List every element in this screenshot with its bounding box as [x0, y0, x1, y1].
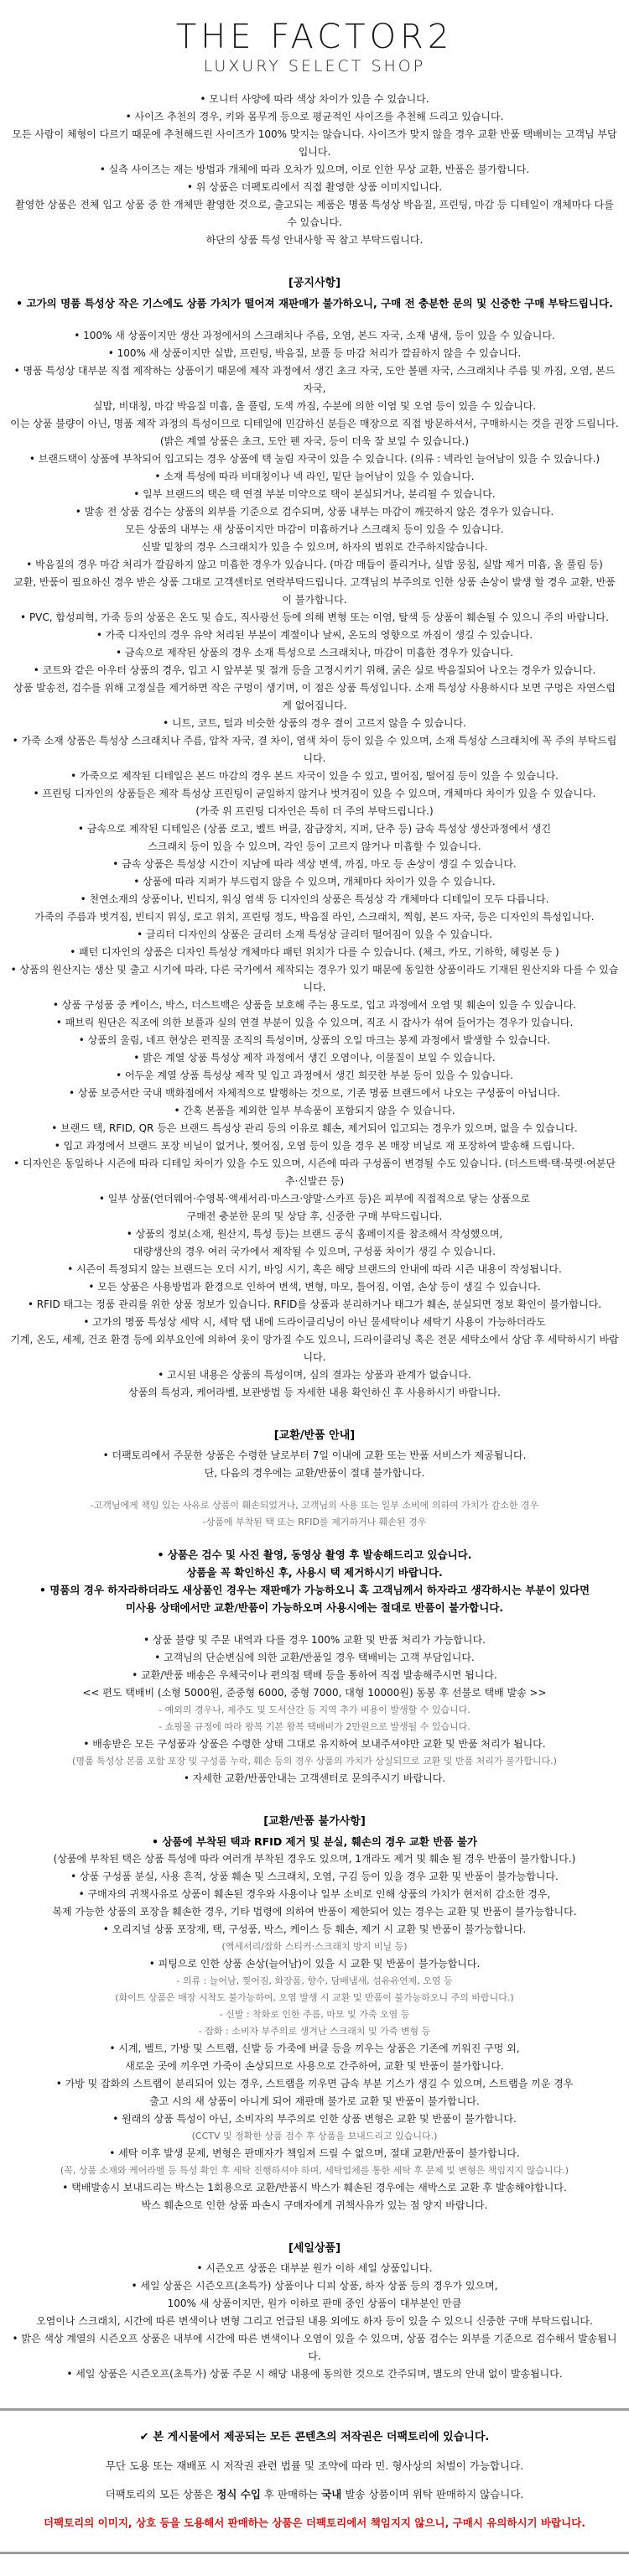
brand-logo: THE FACTOR2 — [175, 18, 454, 56]
notice-line: 교환, 반품이 필요하신 경우 받은 상품 그대로 고객센터로 연락부탁드립니다. 고객님의 부주의로 인한 상품 손상이 발생 할 경우 교환, 반품이 불가합니다. — [13, 576, 616, 606]
notice-line: • 오리지널 상품 포장재, 택, 구성품, 박스, 케이스 등 훼손, 제거 시 교환 및 반품이 불가능합니다. — [102, 1923, 527, 1935]
section-title: [공지사항] — [288, 277, 341, 289]
notice-line: 실밥, 비대칭, 마감 박음질 미흡, 올 풀림, 도색 까짐, 수분에 의한 이염 및 오염 등이 있을 수 있습니다. — [92, 400, 537, 412]
notice-section — [10, 2240, 619, 2383]
notice-line: • 모든 상품은 사용방법과 환경으로 인하여 변색, 변형, 마모, 틀어짐, 이염, 손상 등이 생길 수 있습니다. — [88, 1281, 541, 1293]
authentic-bold-domestic: 국내 — [321, 2488, 342, 2501]
notice-line: • 글리터 디자인의 상품은 글리터 소재 특성상 글리터 떨어짐이 있을 수 있습니다. — [137, 929, 492, 940]
notice-line: - 쇼핑몰 규정에 따라 왕복 기본 왕복 택배비가 2만원으로 발생될 수 있습니다. — [159, 1721, 470, 1732]
brand-header — [0, 13, 629, 84]
notice-line: • 상품에 부착된 택과 RFID 제거 및 분실, 훼손의 경우 교환 반품 불가 — [152, 1835, 477, 1848]
notice-line: 상품을 꼭 확인하신 후, 사용시 택 제거하시기 바랍니다. — [186, 1566, 443, 1579]
notice-section — [10, 1813, 619, 2214]
notice-line: • 배송받은 모든 구성품과 상품은 수령한 상태 그대로 유지하여 보내주셔야만 교환 및 반품 처리가 됩니다. — [83, 1738, 546, 1750]
notice-line: • 세일 상품은 시즌오프(초특가) 상품 주문 시 해당 내용에 동의한 것으로 간주되며, 별도의 안내 없이 발송됩니다. — [66, 2368, 563, 2380]
notice-line: • 발송 전 상품 검수는 상품의 외부를 기준으로 검수되며, 상품 내부는 마감이 깨끗하지 않은 경우가 있습니다. — [75, 506, 554, 518]
notice-line: • 명품 특성상 대부분 직접 제작하는 상품이기 때문에 제작 과정에서 생긴 초크 자국, 도안 볼펜 자국, 스크래치나 주름 및 까짐, 오염, 본드 자국, — [13, 365, 616, 394]
notice-line: • 상품의 정보(소재, 원산지, 특성 등)는 브랜드 공식 홈페이지를 참조해서 작성했으며, — [126, 1228, 503, 1240]
notice-line: 모든 상품의 내부는 새 상품이지만 마감이 미흡하거나 스크래치 등이 있을 수 있습니다. — [125, 523, 504, 535]
notice-line: - 신발 : 착화로 인한 주름, 마모 및 가죽 오염 등 — [219, 2009, 410, 2020]
notice-line: 이는 상품 불량이 아닌, 명품 제작 과정의 특성이므로 디테일에 민감하신 분들은 매장으로 직접 방문하셔서, 구매하시는 것을 권장 드립니다. — [10, 418, 619, 429]
notice-line: (CCTV 및 정확한 상품 검수 후 상품을 보내드리고 있습니다.) — [191, 2131, 438, 2141]
notice-line: • 가죽으로 제작된 디테일은 본드 마감의 경우 본드 자국이 있을 수 있고, 벌어짐, 떨어짐 등이 있을 수 있습니다. — [70, 770, 559, 782]
notice-line: 스크래치 등이 있을 수 있으며, 각인 등이 고르지 않거나 미흡할 수 있습니다. — [148, 840, 481, 852]
notice-line: • 밝은 색상 계열의 시즌오프 상품은 내부에 시간에 따른 변색이나 오염이 있을 수 있으며, 상품 검수는 외부를 기준으로 검수해서 발송됩니다. — [12, 2333, 617, 2362]
notice-line: • 택배발송시 보내드리는 박스는 1회용으로 교환/반품시 박스가 훼손된 경우에는 새박스로 교환 후 발송해야합니다. — [62, 2182, 567, 2194]
notice-line: -상품에 부착된 택 또는 RFID를 제거하거나 훼손된 경우 — [202, 1517, 427, 1527]
notice-line: 새로운 곳에 끼우면 가죽이 손상되므로 사용으로 간주하여, 교환 및 반품이 불가합니다. — [125, 2060, 504, 2072]
notice-line: - 의류 : 늘어남, 찢어짐, 화장품, 향수, 담배냄새, 섬유유연제, 오염 등 — [176, 1975, 453, 1986]
notice-line: • 고시된 내용은 상품의 특성이며, 심의 결과는 상품과 관계가 없습니다. — [158, 1369, 471, 1381]
notice-line: • 상품에 따라 지퍼가 부드럽지 않을 수 있으며, 개체마다 차이가 있을 수 있습니다. — [133, 876, 496, 887]
notice-line: • 브랜드 택, RFID, QR 등은 브랜드 특성상 관리 등의 이유로 훼손, 제거되어 입고되는 경우가 있으며, 없을 수 있습니다. — [51, 1122, 578, 1134]
notice-line: • 천연소재의 상품이나, 빈티지, 워싱 염색 등 디자인의 상품은 특성상 각 개체마다 디테일이 모두 다릅니다. — [80, 893, 549, 905]
notice-line: • 상품 불량 및 주문 내역과 다를 경우 100% 교환 및 반품 처리가 가능합니다. — [143, 1634, 486, 1646]
notice-line: • 가방 및 잡화의 스트랩이 분리되어 있는 경우, 스트랩을 끼우면 금속 부분 기스가 생길 수 있으며, 스트랩을 끼운 경우 — [55, 2078, 574, 2089]
notice-line: • 사이즈 추천의 경우, 키와 몸무게 등으로 평균적인 사이즈를 추천해 드리고 있습니다. — [125, 111, 504, 122]
notice-line: 촬영한 상품은 전체 입고 상품 중 한 개체만 촬영한 것으로, 출고되는 제품은 명품 특성상 박음질, 프린팅, 마감 등 디테일이 개체마다 다를 수 있습니다. — [15, 199, 614, 228]
copyright-box — [0, 2408, 629, 2554]
notice-line: • 가죽 디자인의 경우 유약 처리된 부분이 계절이나 날씨, 온도의 영향으로 까짐이 생길 수 있습니다. — [96, 629, 533, 641]
notice-line: 100% 새 상품이지만, 원가 이하로 판매 중인 상품이 대부분인 만큼 — [167, 2298, 462, 2309]
notice-line: 복제 가능한 상품의 포장을 훼손한 경우, 기타 법령에 의하여 반품이 제한되어 있는 경우는 교환 및 반품이 불가능합니다. — [52, 1906, 577, 1918]
line-spacer — [10, 312, 619, 327]
notice-line: (화이트 상품은 매장 시착도 불가능하여, 오염 발생 시 교환 및 반품이 불가능하오니 주의 바랍니다.) — [115, 1992, 514, 2003]
notice-line: - 예외의 경우나, 제주도 및 도서산간 등 지역 추가 비용이 발생할 수 있습니다. — [159, 1704, 470, 1715]
notice-line: • 입고 과정에서 브랜드 포장 비닐이 없거나, 찢어짐, 오염 등이 있을 경우 본 매장 비닐로 재 포장하여 발송해 드립니다. — [54, 1140, 575, 1152]
notice-line: 가죽의 주름과 벗겨짐, 빈티지 워싱, 로고 위치, 프린팅 정도, 박음질 라인, 스크래치, 찍힘, 본드 자국, 등은 디자인의 특성입니다. — [34, 911, 595, 923]
notice-line: 하단의 상품 특성 안내사항 꼭 참고 부탁드립니다. — [205, 234, 424, 246]
notice-line: 상품의 특성과, 케어라벨, 보관방법 등 자세한 내용 확인하신 후 사용하시기 바랍니다. — [128, 1387, 501, 1398]
notice-line: 오염이나 스크래치, 시간에 따른 변색이나 변형 그리고 언급된 내용 외에도 하자 등이 있을 수 있으니 신중한 구매 부탁드립니다. — [36, 2315, 593, 2327]
notice-line: 신발 밑창의 경우 스크래치가 있을 수 있으며, 하자의 범위로 간주하지않습니다. — [141, 541, 488, 553]
notice-line: 대량생산의 경우 여러 국가에서 제작될 수 있으며, 구성품 차이가 생길 수 있습니다. — [133, 1246, 496, 1257]
notice-line: (꼭, 상품 소재와 케어라벨 등 특성 확인 후 세탁 진행하셔야 하며, 세탁업체를 통한 세탁 후 문제 및 변형은 책임지지 않습니다.) — [60, 2165, 569, 2176]
authentic-line — [12, 2486, 617, 2503]
notice-line: • 세일 상품은 시즌오프(초특가) 상품이나 디피 상품, 하자 상품 등의 경우가 있으며, — [131, 2280, 498, 2292]
notice-line: • 실측 사이즈는 재는 방법과 개체에 따라 오차가 있으며, 이로 인한 무상 교환, 반품은 불가합니다. — [99, 164, 530, 175]
section-title: [교환/반품 안내] — [273, 1429, 356, 1442]
check-icon: ✔ — [139, 2431, 149, 2443]
notice-line: • 100% 새 상품이지만 생산 과정에서의 스크래치나 주름, 오염, 본드 자국, 소재 냄새, 등이 있을 수 있습니다. — [74, 330, 555, 341]
notice-line: -고객님에게 책임 있는 사유로 상품이 훼손되었거나, 고객님의 사용 또는 일부 소비에 의하여 가치가 감소한 경우 — [90, 1500, 539, 1511]
notice-line: • 시즌오프 상품은 대부분 원가 이하 세일 상품입니다. — [196, 2262, 433, 2274]
notice-body — [0, 84, 629, 2383]
notice-line: (상품에 부착된 택은 상품 특성에 따라 여러개 부착된 경우도 있으며, 1개라도 제거 및 훼손 될 경우 반품이 불가합니다.) — [53, 1853, 576, 1865]
notice-line: • 상품 보증서란 국내 백화점에서 자체적으로 발행하는 것으로, 기존 명품 브랜드에서 나오는 구성품이 아닙니다. — [69, 1087, 560, 1099]
notice-line: 모든 사람이 체형이 다르기 때문에 추천해드린 사이즈가 100% 맞지는 않습니다. 사이즈가 맞지 않을 경우 교환 반품 택배비는 고객님 부담입니다. — [12, 128, 617, 158]
notice-line: - 잡화 : 소비자 부주의로 생겨난 스크래치 및 가죽 변형 등 — [198, 2026, 431, 2037]
notice-line: • 더팩토리에서 주문한 상품은 수령한 날로부터 7일 이내에 교환 또는 반품 서비스가 제공됩니다. — [102, 1449, 527, 1461]
notice-line: 기계, 온도, 세제, 건조 환경 등에 외부요인에 의하여 옷이 망가질 수도 있으니, 드라이클리닝 혹은 전문 세탁소에서 상담 후 세탁하시기 바랍니다. — [10, 1334, 619, 1363]
authentic-pre: 더팩토리의 모든 상품은 — [105, 2488, 217, 2501]
notice-line: • 박음질의 경우 마감 처리가 깔끔하지 않고 미흡한 경우가 있습니다. (마감 매듭이 풀리거나, 실밥 뭉침, 실밥 제거 미흡, 올 풀림 등) — [26, 559, 603, 570]
notice-line: • 패브릭 원단은 직조에 의한 보풀과 실의 연결 부분이 있을 수 있으며, 직조 시 잡사가 섞여 들어가는 경우가 있습니다. — [55, 1017, 574, 1028]
copyright-text: 본 게시물에서 제공되는 모든 콘텐츠의 저작권은 더팩토리에 있습니다. — [153, 2431, 490, 2443]
notice-line: • 피팅으로 인한 상품 손상(늘어남)이 있을 시 교환 및 반품이 불가능합니다. — [148, 1958, 481, 1970]
notice-line: • 고가의 명품 특성상 작은 기스에도 상품 가치가 떨어져 재판매가 불가하오니, 구매 전 충분한 문의 및 신중한 구매 부탁드립니다. — [16, 297, 613, 310]
notice-line: • 소재 특성에 따라 비대칭이나 넥 라인, 밑단 늘어남이 있을 수 있습니다. — [154, 471, 475, 482]
notice-line: • 상품의 울림, 네프 현상은 편직물 조직의 특성이며, 상품의 오일 마크는 봉제 과정에서 발생할 수 있습니다. — [78, 1034, 551, 1046]
notice-line: • PVC, 합성피혁, 가죽 등의 상품은 온도 및 습도, 직사광선 등에 의해 변형 또는 이염, 탈색 등 상품이 훼손될 수 있으니 주의 바랍니다. — [20, 611, 609, 623]
notice-line: • 100% 새 상품이지만 실밥, 프린팅, 박음질, 보풀 등 마감 처리가 깔끔하지 않을 수 있습니다. — [107, 347, 522, 359]
notice-line: • 고가의 명품 특성상 세탁 시, 세탁 탭 내에 드라이클리닝이 아닌 물세탁이나 세탁기 사용이 가능하더라도 — [83, 1316, 546, 1328]
notice-line: (명품 특성상 본품 포함 포장 및 구성품 누락, 훼손 등의 경우 상품의 가치가 상실되므로 교환 및 반품 처리가 불가합니다.) — [72, 1756, 557, 1767]
notice-line: 박스 훼손으로 인한 상품 파손시 구매자에게 귀책사유가 있는 점 양지 바랍니다. — [141, 2199, 488, 2211]
notice-line: • 고객님의 단순변심에 의한 교환/반품일 경우 택배비는 고객 부담입니다. — [154, 1652, 475, 1663]
notice-line: • 자세한 교환/반품안내는 고객센터로 문의주시기 바랍니다. — [183, 1772, 446, 1784]
notice-line: 상품 발송전, 검수를 위해 고정실을 제거하면 작은 구멍이 생기며, 이 점은 상품 특성입니다. 소재 특성상 사용하시다 보면 구멍은 자연스럽게 없어집니다. — [13, 682, 616, 711]
notice-line: • 세탁 이후 발생 문제, 변형은 판매자가 책임져 드릴 수 없으며, 절대 교환/반품이 불가합니다. — [109, 2147, 520, 2159]
notice-line: • 상품의 원산지는 생산 및 출고 시기에 따라, 다른 국가에서 제작되는 경우가 있기 때문에 동일한 상품이라도 기재된 원산지와 다를 수 있습니다. — [10, 964, 619, 993]
notice-line: • 밝은 계열 상품 특성상 제작 과정에서 생긴 오염이나, 이물질이 보일 수 있습니다. — [133, 1052, 496, 1064]
notice-line: • RFID 태그는 정품 관리를 위한 상품 정보가 있습니다. RFID를 상품과 분리하거나 태그가 훼손, 분실되면 정보 확인이 불가합니다. — [27, 1298, 602, 1310]
notice-line: • 위 상품은 더팩토리에서 직접 촬영한 상품 이미지입니다. — [186, 181, 443, 193]
line-spacer — [10, 1531, 619, 1546]
notice-line: • 코트와 같은 아우터 상품의 경우, 입고 시 앞부분 및 절개 등을 고정시키기 위해, 굵은 실로 박음질되어 나오는 경우가 있습니다. — [33, 664, 596, 676]
authentic-bold-import: 정식 수입 — [216, 2488, 261, 2501]
notice-line: • 시계, 벨트, 가방 및 스트랩, 신발 등 가죽에 버클 등을 끼우는 상품은 기존에 끼워진 구멍 외, — [109, 2043, 520, 2054]
notice-line: • 일부 브랜드의 택은 택 연결 부분 미약으로 택이 분실되거나, 분리될 수 있습니다. — [133, 488, 496, 500]
notice-section — [10, 91, 619, 249]
notice-section — [10, 1427, 619, 1788]
line-spacer — [10, 1616, 619, 1631]
notice-line: • 시즌이 특정되지 않는 브랜드는 오더 시기, 바잉 시기, 혹은 해당 브랜드의 안내에 따라 시즌 내용이 작성됩니다. — [67, 1263, 562, 1275]
notice-line: << 편도 택배비 (소형 5000원, 준중형 6000, 중형 7000, 대형 10000원) 동봉 후 선불로 택배 발송 >> — [82, 1687, 547, 1699]
line-spacer — [10, 1482, 619, 1497]
warning-line: 더팩토리의 이미지, 상호 등을 도용해서 판매하는 상품은 더팩토리에서 책임지지 않으니, 구매시 유의하시기 바랍니다. — [43, 2516, 586, 2529]
notice-line: • 금속으로 제작된 상품의 경우 소재 특성으로 스크래치나, 마감이 미흡한 경우가 있습니다. — [116, 647, 513, 658]
notice-line: (밝은 계열 상품은 초크, 도안 펜 자국, 등이 더욱 잘 보일 수 있습니다.) — [160, 435, 469, 447]
notice-line: • 명품의 경우 하자라하더라도 새상품인 경우는 재판매가 가능하오니 혹 고객님께서 하자라고 생각하시는 부분이 있다면 — [39, 1584, 590, 1596]
notice-line: • 상품은 검수 및 사진 촬영, 동영상 촬영 후 발송해드리고 있습니다. — [157, 1548, 472, 1561]
notice-line: 출고 시의 새 상품이 아니게 되어 재판매 불가로 교환 및 반품이 불가합니다. — [149, 2095, 480, 2107]
notice-line: • 가죽 소재 상품은 특성상 스크래치나 주름, 압착 자국, 결 차이, 염색 차이 등이 있을 수 있으며, 소재 특성상 스크래치에 꼭 주의 부탁드립니다. — [12, 735, 617, 764]
notice-line: • 일부 상품(언더웨어·수영복·액세서리·마스크·양말·스카프 등)은 피부에 직접적으로 닿는 상품으로 — [98, 1193, 531, 1205]
notice-line: 단, 다음의 경우에는 교환/반품이 절대 불가합니다. — [204, 1467, 425, 1479]
notice-line: 미사용 상태에서만 교환/반품이 가능하오며 사용시에는 절대로 반품이 불가합니다. — [125, 1601, 504, 1614]
notice-line: • 모니터 사양에 따라 색상 차이가 있을 수 있습니다. — [200, 93, 429, 105]
notice-line: • 패턴 디자인의 상품은 디자인 특성상 개체마다 패턴 위치가 다를 수 있습니다. (체크, 카모, 기하학, 헤링본 등 ) — [70, 946, 559, 958]
legal-line: 무단 도용 또는 재배포 시 저작권 관련 법률 및 조약에 따라 민. 형사상의 처벌이 가능합니다. — [105, 2459, 524, 2472]
notice-line: • 디자인은 동일하나 시즌에 따라 디테일 차이가 있을 수도 있으며, 시즌에 따라 구성품이 변경될 수도 있습니다. (더스트백·택·북렛·여분단추·신발끈 등) — [13, 1158, 616, 1187]
notice-line: • 브랜드택이 상품에 부착되어 입고되는 경우 상품에 택 눌림 자국이 있을 수 있습니다. (의류 : 넥라인 늘어남이 있을 수 있습니다.) — [29, 453, 600, 465]
notice-line: (액세서리/잡화 스티커·스크래치 방지 비닐 등) — [221, 1941, 408, 1952]
brand-subtitle: LUXURY SELECT SHOP — [203, 57, 426, 75]
notice-line: • 상품 구성품 중 케이스, 박스, 더스트백은 상품을 보호해 주는 용도로, 입고 과정에서 오염 및 훼손이 있을 수 있습니다. — [52, 999, 577, 1011]
section-title: [교환/반품 불가사항] — [263, 1815, 366, 1828]
notice-line: (가죽 위 프린팅 디자인은 특히 더 주의 부탁드립니다.) — [195, 805, 434, 817]
copyright-line — [12, 2429, 617, 2446]
notice-line: • 교환/반품 배송은 우체국이나 편의점 택배 등을 통하여 직접 발송해주시면 됩니다. — [132, 1669, 497, 1681]
authentic-mid: 후 판매하는 — [260, 2488, 322, 2501]
notice-line: • 니트, 코트, 털과 비슷한 상품의 경우 결이 고르지 않을 수 있습니다. — [163, 717, 466, 729]
notice-section — [10, 274, 619, 1402]
authentic-post: 발송 상품이며 위탁 판매하지 않습니다. — [341, 2488, 524, 2501]
notice-line: • 상품 구성품 분실, 사용 흔적, 상품 훼손 및 스크래치, 오염, 구김 등이 있을 경우 교환 및 반품이 불가능합니다. — [70, 1871, 559, 1882]
notice-line: • 간혹 본품을 제외한 일부 부속품이 포함되지 않을 수 있습니다. — [174, 1105, 455, 1116]
notice-line: • 어두운 계열 상품 특성상 제작 및 입고 과정에서 생긴 희끗한 부분 등이 있을 수 있습니다. — [116, 1069, 513, 1081]
notice-line: • 금속 상품은 특성상 시간이 지남에 따라 색상 변색, 까짐, 마모 등 손상이 생길 수 있습니다. — [112, 858, 517, 870]
section-title: [세일상품] — [288, 2242, 341, 2255]
notice-line: • 구매자의 귀책사유로 상품이 훼손된 경우와 사용이나 일부 소비로 인해 상품의 가치가 현저히 감소한 경우, — [78, 1888, 551, 1900]
notice-line: • 프린팅 디자인의 상품들은 제작 특성상 프린팅이 균일하지 않거나 벗겨짐이 있을 수 있으며, 개체마다 차이가 있을 수 있습니다. — [33, 788, 596, 799]
notice-line: 구매전 충분한 문의 및 상담 후, 신중한 구매 부탁드립니다. — [186, 1210, 443, 1222]
notice-line: • 원래의 상품 특성이 아닌, 소비자의 부주의로 인한 상품 변형은 교환 및 반품이 불가합니다. — [112, 2113, 517, 2125]
notice-line: • 금속으로 제작된 디테일은 (상품 로고, 벨트 버클, 잠금장치, 지퍼, 단추 등) 금속 특성상 생산과정에서 생긴 — [77, 823, 552, 835]
bottom-spacer — [0, 2554, 629, 2568]
